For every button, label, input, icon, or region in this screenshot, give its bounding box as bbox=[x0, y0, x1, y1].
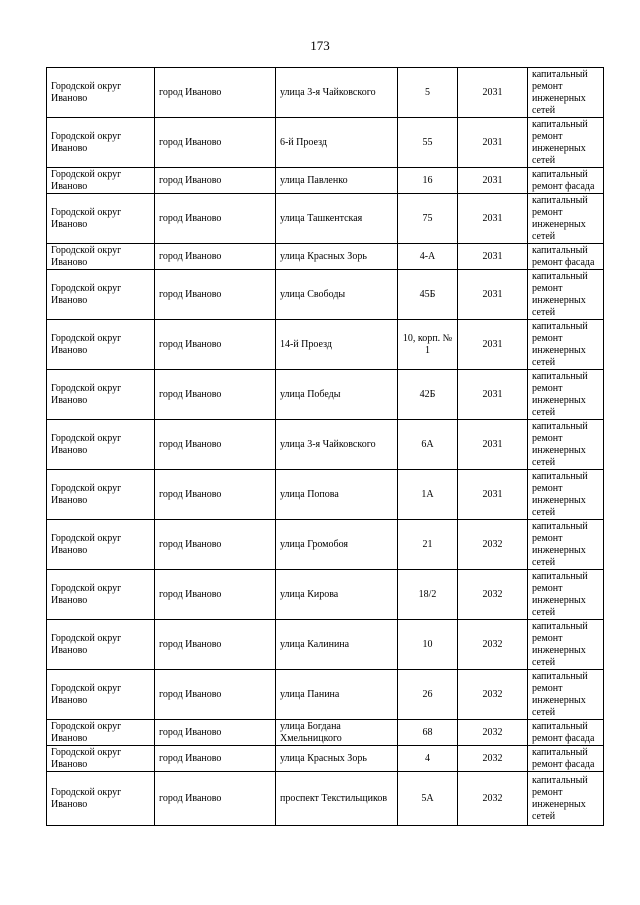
work-type-cell: капитальный ремонт фасада bbox=[528, 244, 604, 270]
table-row bbox=[47, 168, 604, 194]
street-cell: улица 3-я Чайковского bbox=[276, 68, 398, 118]
table-row bbox=[47, 746, 604, 772]
district-cell: Городской округ Иваново bbox=[47, 244, 155, 270]
street-cell: улица Громобоя bbox=[276, 520, 398, 570]
year-cell: 2031 bbox=[458, 370, 528, 420]
street-cell: улица 3-я Чайковского bbox=[276, 420, 398, 470]
street-cell: улица Калинина bbox=[276, 620, 398, 670]
year-cell: 2031 bbox=[458, 68, 528, 118]
street-cell: 6-й Проезд bbox=[276, 118, 398, 168]
district-cell: Городской округ Иваново bbox=[47, 470, 155, 520]
house-cell: 26 bbox=[398, 670, 458, 720]
table-row bbox=[47, 470, 604, 520]
housing-repair-table bbox=[46, 67, 604, 826]
table-row bbox=[47, 118, 604, 168]
street-cell: улица Красных Зорь bbox=[276, 746, 398, 772]
house-cell: 42Б bbox=[398, 370, 458, 420]
district-cell: Городской округ Иваново bbox=[47, 194, 155, 244]
year-cell: 2032 bbox=[458, 720, 528, 746]
city-cell: город Иваново bbox=[155, 520, 276, 570]
page-number: 173 bbox=[310, 38, 330, 53]
table-row bbox=[47, 270, 604, 320]
city-cell: город Иваново bbox=[155, 670, 276, 720]
work-type-cell: капитальный ремонт инженерных сетей bbox=[528, 68, 604, 118]
house-cell: 75 bbox=[398, 194, 458, 244]
year-cell: 2031 bbox=[458, 320, 528, 370]
district-cell: Городской округ Иваново bbox=[47, 320, 155, 370]
work-type-cell: капитальный ремонт инженерных сетей bbox=[528, 470, 604, 520]
district-cell: Городской округ Иваново bbox=[47, 620, 155, 670]
house-cell: 68 bbox=[398, 720, 458, 746]
year-cell: 2032 bbox=[458, 670, 528, 720]
table-row bbox=[47, 620, 604, 670]
year-cell: 2032 bbox=[458, 746, 528, 772]
district-cell: Городской округ Иваново bbox=[47, 520, 155, 570]
year-cell: 2031 bbox=[458, 168, 528, 194]
year-cell: 2031 bbox=[458, 244, 528, 270]
work-type-cell: капитальный ремонт инженерных сетей bbox=[528, 620, 604, 670]
street-cell: улица Павленко bbox=[276, 168, 398, 194]
house-cell: 4 bbox=[398, 746, 458, 772]
house-cell: 45Б bbox=[398, 270, 458, 320]
year-cell: 2031 bbox=[458, 420, 528, 470]
work-type-cell: капитальный ремонт фасада bbox=[528, 720, 604, 746]
street-cell: улица Победы bbox=[276, 370, 398, 420]
city-cell: город Иваново bbox=[155, 244, 276, 270]
city-cell: город Иваново bbox=[155, 620, 276, 670]
house-cell: 6А bbox=[398, 420, 458, 470]
district-cell: Городской округ Иваново bbox=[47, 720, 155, 746]
house-cell: 21 bbox=[398, 520, 458, 570]
table-row bbox=[47, 370, 604, 420]
year-cell: 2032 bbox=[458, 520, 528, 570]
district-cell: Городской округ Иваново bbox=[47, 772, 155, 826]
table-row bbox=[47, 570, 604, 620]
table-row bbox=[47, 194, 604, 244]
district-cell: Городской округ Иваново bbox=[47, 270, 155, 320]
house-cell: 10, корп. № 1 bbox=[398, 320, 458, 370]
house-cell: 10 bbox=[398, 620, 458, 670]
city-cell: город Иваново bbox=[155, 420, 276, 470]
city-cell: город Иваново bbox=[155, 772, 276, 826]
year-cell: 2031 bbox=[458, 194, 528, 244]
street-cell: проспект Текстильщиков bbox=[276, 772, 398, 826]
house-cell: 5А bbox=[398, 772, 458, 826]
table-row bbox=[47, 520, 604, 570]
street-cell: улица Богдана Хмельницкого bbox=[276, 720, 398, 746]
district-cell: Городской округ Иваново bbox=[47, 370, 155, 420]
house-cell: 55 bbox=[398, 118, 458, 168]
work-type-cell: капитальный ремонт инженерных сетей bbox=[528, 520, 604, 570]
district-cell: Городской округ Иваново bbox=[47, 570, 155, 620]
city-cell: город Иваново bbox=[155, 570, 276, 620]
street-cell: улица Свободы bbox=[276, 270, 398, 320]
work-type-cell: капитальный ремонт фасада bbox=[528, 168, 604, 194]
work-type-cell: капитальный ремонт инженерных сетей bbox=[528, 194, 604, 244]
work-type-cell: капитальный ремонт инженерных сетей bbox=[528, 320, 604, 370]
year-cell: 2031 bbox=[458, 270, 528, 320]
year-cell: 2032 bbox=[458, 772, 528, 826]
street-cell: улица Красных Зорь bbox=[276, 244, 398, 270]
city-cell: город Иваново bbox=[155, 370, 276, 420]
street-cell: улица Панина bbox=[276, 670, 398, 720]
work-type-cell: капитальный ремонт инженерных сетей bbox=[528, 570, 604, 620]
city-cell: город Иваново bbox=[155, 68, 276, 118]
city-cell: город Иваново bbox=[155, 118, 276, 168]
table-row bbox=[47, 244, 604, 270]
city-cell: город Иваново bbox=[155, 746, 276, 772]
table-row bbox=[47, 68, 604, 118]
work-type-cell: капитальный ремонт инженерных сетей bbox=[528, 118, 604, 168]
district-cell: Городской округ Иваново bbox=[47, 68, 155, 118]
house-cell: 1А bbox=[398, 470, 458, 520]
year-cell: 2032 bbox=[458, 620, 528, 670]
work-type-cell: капитальный ремонт фасада bbox=[528, 746, 604, 772]
work-type-cell: капитальный ремонт инженерных сетей bbox=[528, 270, 604, 320]
street-cell: улица Попова bbox=[276, 470, 398, 520]
city-cell: город Иваново bbox=[155, 720, 276, 746]
table-row bbox=[47, 320, 604, 370]
city-cell: город Иваново bbox=[155, 168, 276, 194]
city-cell: город Иваново bbox=[155, 270, 276, 320]
work-type-cell: капитальный ремонт инженерных сетей bbox=[528, 772, 604, 826]
table-row bbox=[47, 420, 604, 470]
table-row bbox=[47, 772, 604, 826]
city-cell: город Иваново bbox=[155, 470, 276, 520]
district-cell: Городской округ Иваново bbox=[47, 168, 155, 194]
district-cell: Городской округ Иваново bbox=[47, 746, 155, 772]
house-cell: 4-А bbox=[398, 244, 458, 270]
year-cell: 2031 bbox=[458, 118, 528, 168]
work-type-cell: капитальный ремонт инженерных сетей bbox=[528, 420, 604, 470]
city-cell: город Иваново bbox=[155, 194, 276, 244]
work-type-cell: капитальный ремонт инженерных сетей bbox=[528, 670, 604, 720]
work-type-cell: капитальный ремонт инженерных сетей bbox=[528, 370, 604, 420]
table-row bbox=[47, 670, 604, 720]
street-cell: улица Ташкентская bbox=[276, 194, 398, 244]
district-cell: Городской округ Иваново bbox=[47, 420, 155, 470]
district-cell: Городской округ Иваново bbox=[47, 118, 155, 168]
house-cell: 18/2 bbox=[398, 570, 458, 620]
year-cell: 2031 bbox=[458, 470, 528, 520]
street-cell: улица Кирова bbox=[276, 570, 398, 620]
district-cell: Городской округ Иваново bbox=[47, 670, 155, 720]
table-row bbox=[47, 720, 604, 746]
street-cell: 14-й Проезд bbox=[276, 320, 398, 370]
house-cell: 16 bbox=[398, 168, 458, 194]
city-cell: город Иваново bbox=[155, 320, 276, 370]
year-cell: 2032 bbox=[458, 570, 528, 620]
house-cell: 5 bbox=[398, 68, 458, 118]
